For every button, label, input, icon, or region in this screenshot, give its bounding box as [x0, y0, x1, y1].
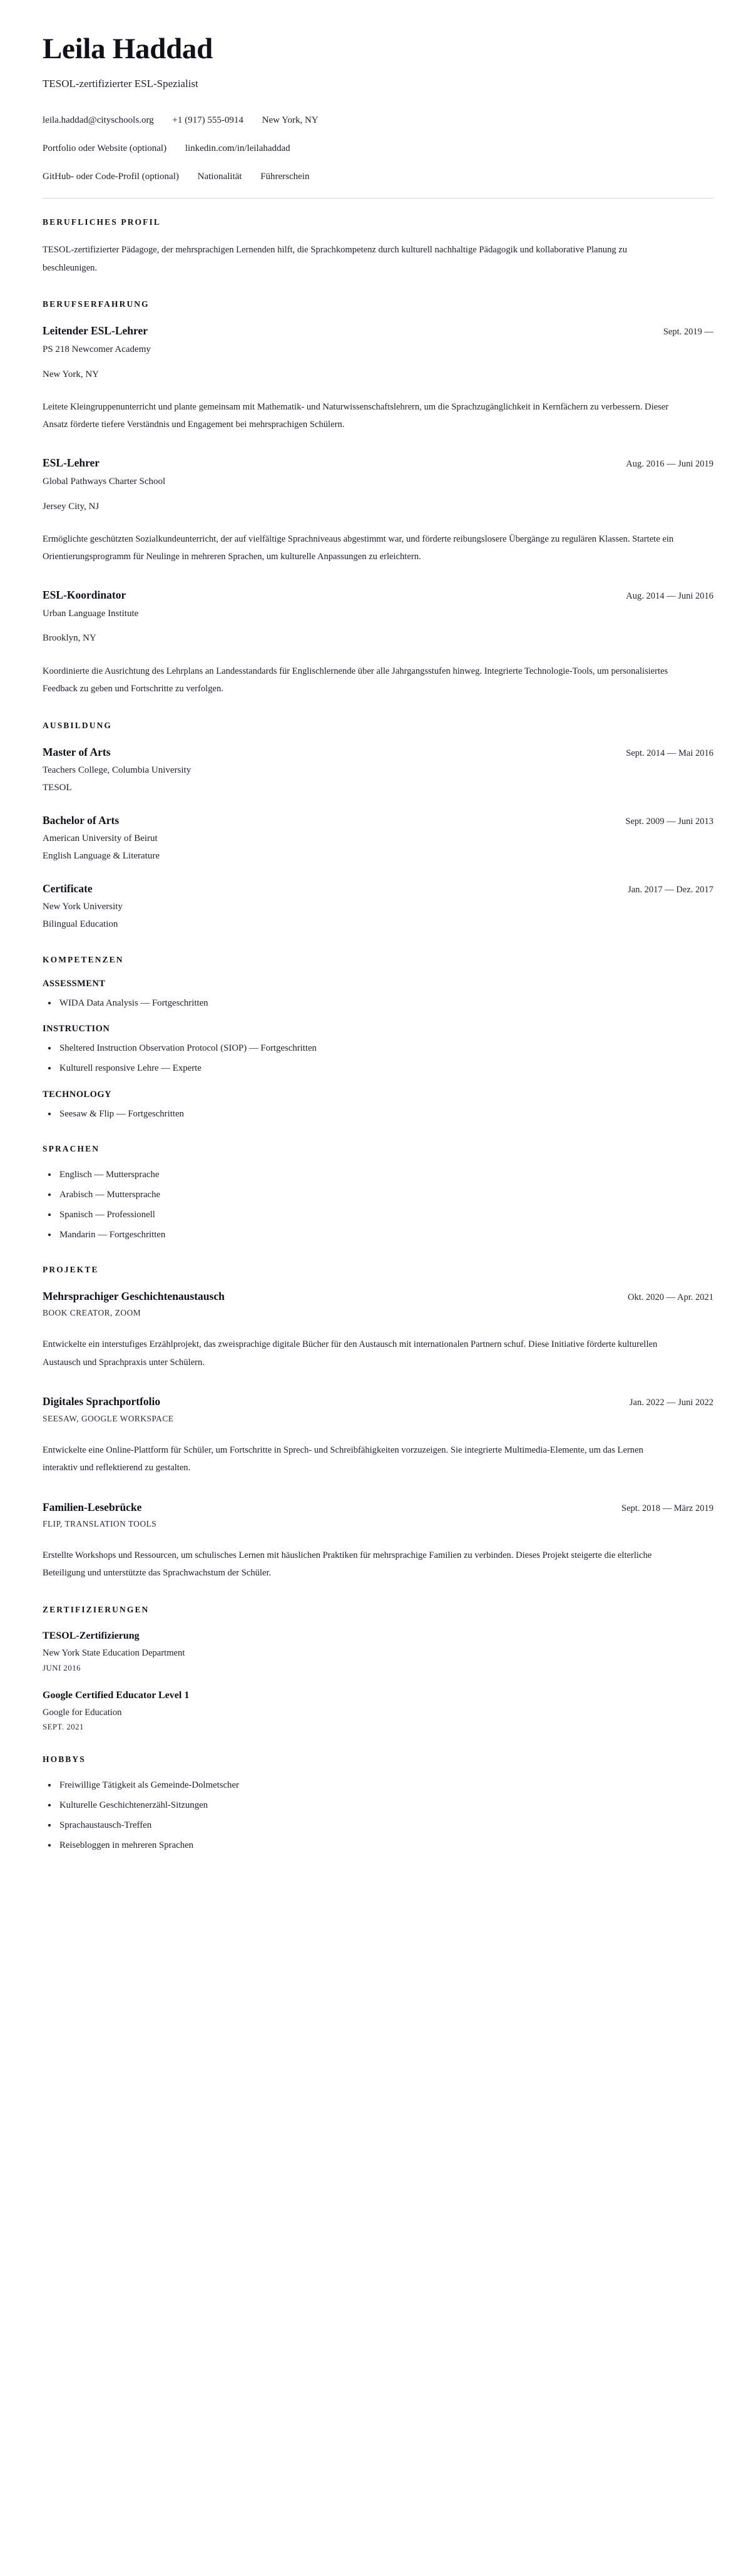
candidate-tagline: TESOL-zertifizierter ESL-Spezialist [43, 77, 198, 90]
project-entry-head [43, 1289, 713, 1304]
section-skills [43, 955, 713, 1122]
job-role: ESL-Koordinator [43, 588, 126, 601]
project-entry [43, 1394, 713, 1476]
certification-issuer: New York State Education Department [43, 1647, 185, 1658]
section-title-experience: BERUFSERFAHRUNG [43, 299, 150, 309]
skill-item: WIDA Data Analysis — Fortgeschritten [43, 996, 713, 1011]
job-location: Brooklyn, NY [43, 633, 96, 644]
job-date: Sept. 2019 — [663, 327, 713, 337]
section-projects [43, 1265, 713, 1582]
section-title-certifications: ZERTIFIZIERUNGEN [43, 1604, 150, 1614]
job-description: Ermöglichte geschützten Sozialkundeunterricht, der auf vielfältige Sprachniveaus abgestimmt war, und förderte reibungslosere Übergänge zu regulären Klassen. Startete ein Orientierungsprogramm für Neulinge in mehreren Sprachen, um kulturelle Anpassungen zu erleichtern. [43, 533, 674, 562]
contact-phone[interactable]: +1 (917) 555-0914 [172, 115, 243, 126]
hobby-item: Sprachaustausch-Treffen [43, 1818, 713, 1833]
education-degree: Certificate [43, 882, 93, 895]
skill-group-name: INSTRUCTION [43, 1024, 110, 1034]
section-title-education: AUSBILDUNG [43, 720, 113, 730]
contact-linkedin[interactable]: linkedin.com/in/leilahaddad [185, 143, 290, 154]
project-entry-head [43, 1500, 713, 1515]
job-date: Aug. 2016 — Juni 2019 [626, 458, 713, 469]
language-list [43, 1168, 713, 1242]
experience-entry-head [43, 455, 713, 471]
contact-row-extra [43, 169, 713, 184]
contact-github[interactable]: GitHub- oder Code-Profil (optional) [43, 172, 179, 182]
project-entry [43, 1500, 713, 1582]
section-title-profile: BERUFLICHES PROFIL [43, 217, 161, 227]
project-tools: FLIP, TRANSLATION TOOLS [43, 1518, 157, 1528]
education-entry [43, 813, 713, 864]
certification-date: JUNI 2016 [43, 1663, 81, 1672]
contact-nationality: Nationalität [197, 172, 242, 182]
job-description: Koordinierte die Ausrichtung des Lehrplans an Landesstandards für Englischlernende über alle Jahrgangsstufen hinweg. Integrierte Technologie-Tools, um personalisiertes Feedback zu geben und Fortschritte zu verfolgen. [43, 666, 668, 694]
contact-email[interactable]: leila.haddad@cityschools.org [43, 115, 154, 126]
certification-issuer: Google for Education [43, 1707, 122, 1718]
skill-item: Sheltered Instruction Observation Protocol (SIOP) — Fortgeschritten [43, 1041, 713, 1056]
language-item: Mandarin — Fortgeschritten [43, 1228, 713, 1242]
language-item: Spanisch — Professionell [43, 1208, 713, 1222]
skill-group-name: TECHNOLOGY [43, 1090, 112, 1100]
experience-entry-head [43, 323, 713, 339]
education-school: American University of Beirut [43, 833, 158, 843]
hobby-item: Freiwillige Tätigkeit als Gemeinde-Dolmetscher [43, 1778, 713, 1793]
skill-item: Kulturell responsive Lehre — Experte [43, 1061, 713, 1076]
candidate-name: Leila Haddad [43, 33, 213, 65]
education-entry [43, 881, 713, 932]
certification-entry [43, 1688, 713, 1733]
section-certifications [43, 1605, 713, 1733]
experience-entry-head [43, 587, 713, 603]
section-title-hobbies: HOBBYS [43, 1754, 86, 1765]
education-date: Jan. 2017 — Dez. 2017 [628, 884, 713, 895]
certification-entry [43, 1629, 713, 1673]
job-role: ESL-Lehrer [43, 456, 100, 469]
section-title-skills: KOMPETENZEN [43, 954, 124, 964]
project-tools: BOOK CREATOR, ZOOM [43, 1308, 141, 1318]
education-school: Teachers College, Columbia University [43, 765, 192, 776]
project-tools: SEESAW, GOOGLE WORKSPACE [43, 1413, 174, 1423]
skill-item: Seesaw & Flip — Fortgeschritten [43, 1107, 713, 1121]
language-item: Englisch — Muttersprache [43, 1168, 713, 1182]
certification-date: SEPT. 2021 [43, 1723, 84, 1732]
experience-entry [43, 455, 713, 566]
hobby-item: Reisebloggen in mehreren Sprachen [43, 1838, 713, 1853]
job-location: New York, NY [43, 369, 100, 379]
contact-location: New York, NY [262, 115, 319, 126]
project-entry-head [43, 1394, 713, 1409]
project-description: Entwickelte eine Online-Plattform für Schüler, um Fortschritte in Sprech- und Schreibfähigkeiten vorzuzeigen. Sie integrierte Multimedia-Elemente, um das Lernen interaktiv und reflektierend zu gestalten. [43, 1445, 643, 1473]
project-name: Mehrsprachiger Geschichtenaustausch [43, 1289, 225, 1302]
contact-portfolio[interactable]: Portfolio oder Website (optional) [43, 143, 167, 154]
project-date: Okt. 2020 — Apr. 2021 [628, 1292, 713, 1302]
job-description: Leitete Kleingruppenunterricht und plante gemeinsam mit Mathematik- und Naturwissenschaftslehrern, um die Sprachzugänglichkeit in Kernfächern zu verbessern. Dieser Ansatz förderte tiefere Verständnis und Engagement bei mehrsprachigen Schülern. [43, 402, 669, 430]
hobby-list [43, 1778, 713, 1853]
project-entry [43, 1289, 713, 1371]
education-school: New York University [43, 901, 123, 912]
job-company: PS 218 Newcomer Academy [43, 344, 151, 355]
skill-list [43, 1107, 713, 1121]
job-company: Urban Language Institute [43, 609, 139, 619]
skill-group-technology [43, 1090, 713, 1121]
job-company: Global Pathways Charter School [43, 477, 166, 487]
education-entry [43, 744, 713, 796]
contact-row-web [43, 141, 713, 156]
certification-name: Google Certified Educator Level 1 [43, 1689, 190, 1701]
project-name: Familien-Lesebrücke [43, 1500, 142, 1513]
education-degree: Master of Arts [43, 745, 111, 758]
education-entry-head [43, 881, 713, 897]
section-profile [43, 217, 713, 277]
project-date: Sept. 2018 — März 2019 [621, 1503, 713, 1513]
certification-name: TESOL-Zertifizierung [43, 1630, 140, 1641]
education-degree: Bachelor of Arts [43, 813, 120, 827]
project-name: Digitales Sprachportfolio [43, 1395, 161, 1408]
skill-group-name: ASSESSMENT [43, 978, 106, 989]
section-education [43, 721, 713, 932]
education-entry-head [43, 744, 713, 760]
job-role: Leitender ESL-Lehrer [43, 324, 148, 337]
language-item: Arabisch — Muttersprache [43, 1188, 713, 1202]
section-languages [43, 1144, 713, 1242]
section-title-projects: PROJEKTE [43, 1264, 99, 1274]
education-date: Sept. 2014 — Mai 2016 [626, 748, 713, 758]
skill-list [43, 996, 713, 1011]
contact-drivers-license: Führerschein [260, 172, 310, 182]
project-description: Erstellte Workshops und Ressourcen, um schulisches Lernen mit häuslichen Praktiken für mehrsprachige Familien zu verbinden. Dieses Projekt steigerte die elterliche Beteiligung und unterstützte das Sprachwachstum der Schüler. [43, 1550, 652, 1579]
education-field: TESOL [43, 783, 72, 793]
project-description: Entwickelte ein interstufiges Erzählprojekt, das zweisprachige digitale Bücher für den Austausch mit internationalen Partnern schuf. Diese Initiative förderte kulturellen Austausch und Sprachpraxis unter Schülern. [43, 1339, 658, 1368]
experience-entry [43, 323, 713, 434]
section-hobbies [43, 1754, 713, 1853]
education-date: Sept. 2009 — Juni 2013 [625, 816, 713, 827]
skill-list [43, 1041, 713, 1076]
profile-summary-text: TESOL-zertifizierter Pädagoge, der mehrsprachigen Lernenden hilft, die Sprachkompetenz durch kulturell nachhaltige Pädagogik und kollaborative Planung zu beschleunigen. [43, 245, 628, 273]
skill-group-assessment [43, 979, 713, 1011]
experience-entry [43, 587, 713, 698]
hobby-item: Kulturelle Geschichtenerzähl-Sitzungen [43, 1798, 713, 1813]
project-date: Jan. 2022 — Juni 2022 [629, 1398, 713, 1408]
resume-header [43, 33, 713, 184]
job-date: Aug. 2014 — Juni 2016 [626, 590, 713, 601]
job-location: Jersey City, NJ [43, 501, 100, 512]
education-field: English Language & Literature [43, 851, 160, 862]
skill-group-instruction [43, 1024, 713, 1076]
section-title-languages: SPRACHEN [43, 1144, 100, 1154]
education-field: Bilingual Education [43, 919, 118, 930]
education-entry-head [43, 813, 713, 828]
contact-row-primary [43, 113, 713, 128]
section-experience [43, 299, 713, 698]
